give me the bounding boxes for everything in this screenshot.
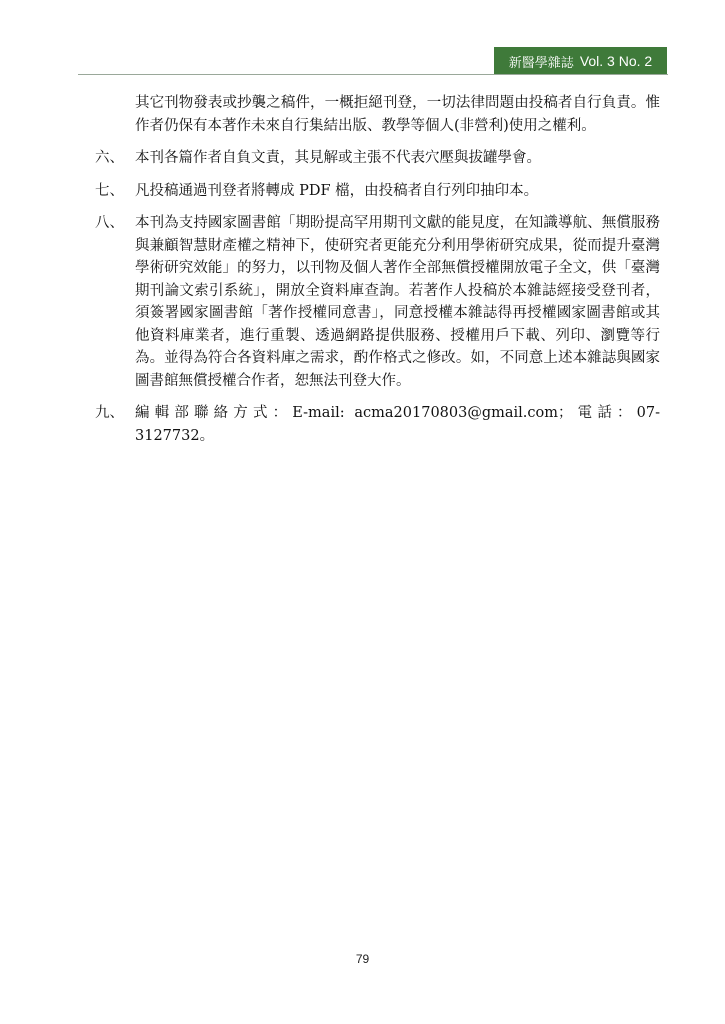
item-text: 本刊為支持國家圖書館「期盼提高罕用期刊文獻的能見度，在知識導航、無償服務與兼顧智慧財產權之精神下，使研究者更能充分利用學術研究成果，從而提升臺灣學術研究效能」的努力，以刊物及個人著作全部無償授權開放電子全文，供「臺灣期刊論文索引系統」，開放全資料庫查詢。若著作人投稿於本雜誌經接受登刊者，須簽署國家圖書館「著作授權同意書」，同意授權本雜誌得再授權國家圖書館或其他資料庫業者，進行重製、透過網路提供服務、授權用戶下載、列印、瀏覽等行為。並得為符合各資料庫之需求，酌作格式之修改。如，不同意上述本雜誌與國家圖書館無償授權合作者，恕無法刊登大作。 [135,215,660,389]
page-number: 79 [355,952,370,966]
header-divider [78,74,668,75]
item-number: 八、 [95,215,124,231]
item-number: 九、 [95,405,124,421]
continuation-paragraph: 其它刊物發表或抄襲之稿件，一概拒絕刊登，一切法律問題由投稿者自行負責。惟作者仍保有本著作未來自行集結出版、教學等個人(非營利)使用之權利。 [135,95,660,134]
journal-header-tag [494,47,667,75]
list-item [95,147,660,170]
item-number: 七、 [95,182,124,199]
item-text: 編輯部聯絡方式：E-mail: acma20170803@gmail.com；電話：07-3127732。 [135,405,660,444]
list-item [95,402,660,447]
list-item [95,212,660,392]
volume-issue: Vol. 3 No. 2 [579,53,653,69]
item-text: 本刊各篇作者自負文責，其見解或主張不代表穴壓與拔罐學會。 [135,150,541,166]
item-text: 凡投稿通過刊登者將轉成 PDF 檔，由投稿者自行列印抽印本。 [135,182,539,199]
item-number: 六、 [95,150,124,166]
page-content [95,92,660,457]
journal-name: 新醫學雜誌 [508,55,574,71]
list-item [95,180,660,203]
